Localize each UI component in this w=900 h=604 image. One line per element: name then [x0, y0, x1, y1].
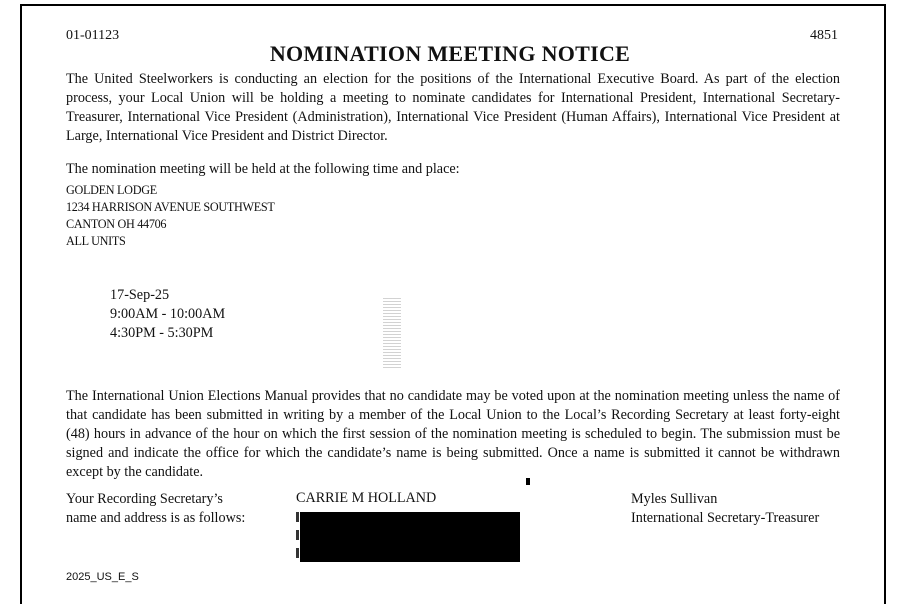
recording-secretary-label — [66, 490, 245, 528]
meeting-address — [66, 182, 274, 250]
document-code-left: 01-01123 — [66, 28, 120, 43]
officer-signature-block — [631, 490, 819, 528]
document-code-right: 4851 — [810, 28, 838, 43]
scan-artifact — [383, 298, 401, 370]
redaction-edge-mark — [296, 530, 299, 540]
recording-secretary-label-line1: Your Recording Secretary’s — [66, 491, 223, 507]
scan-mark — [526, 478, 530, 485]
rules-paragraph: The International Union Elections Manual provides that no candidate may be voted upon at the nomination meeting unless the name of that candidate has been submitted in writing by a member of the Local Union to the Local’s Recording Secretary at least forty-eight (48) hours in advance of the hour on which the first session of the nomination meeting is scheduled to begin. The submission must be signed and indicate the office for which the candidate’s name is being submitted. Once a name is submitted it cannot be withdrawn except by the candidate. — [66, 388, 840, 480]
meeting-schedule — [110, 286, 225, 343]
redacted-address-block — [300, 512, 520, 562]
officer-name: Myles Sullivan — [631, 491, 718, 507]
officer-title: International Secretary-Treasurer — [631, 510, 820, 526]
page-title: NOMINATION MEETING NOTICE — [269, 41, 631, 66]
session-time-2: 4:30PM - 5:30PM — [110, 325, 214, 341]
address-line-city: CANTON OH 44706 — [66, 217, 167, 231]
session-time-1: 9:00AM - 10:00AM — [110, 306, 226, 322]
meeting-date: 17-Sep-25 — [110, 287, 170, 303]
redaction-edge-mark — [296, 512, 299, 522]
recording-secretary-name: CARRIE M HOLLAND — [296, 490, 437, 506]
meeting-intro: The nomination meeting will be held at the following time and place: — [66, 161, 460, 177]
footer-code: 2025_US_E_S — [66, 571, 139, 583]
recording-secretary-label-line2: name and address is as follows: — [66, 510, 246, 526]
address-line-street: 1234 HARRISON AVENUE SOUTHWEST — [66, 200, 275, 214]
address-line-units: ALL UNITS — [66, 234, 126, 248]
redaction-edge-mark — [296, 548, 299, 558]
address-line-location: GOLDEN LODGE — [66, 183, 157, 197]
intro-paragraph: The United Steelworkers is conducting an election for the positions of the International Executive Board. As part of the election process, your Local Union will be holding a meeting to nominate candidates for International President, International Secretary-Treasurer, International Vice President (Administration), International Vice President (Human Affairs), International Vice President at Large, International Vice President and District Director. — [66, 71, 840, 144]
